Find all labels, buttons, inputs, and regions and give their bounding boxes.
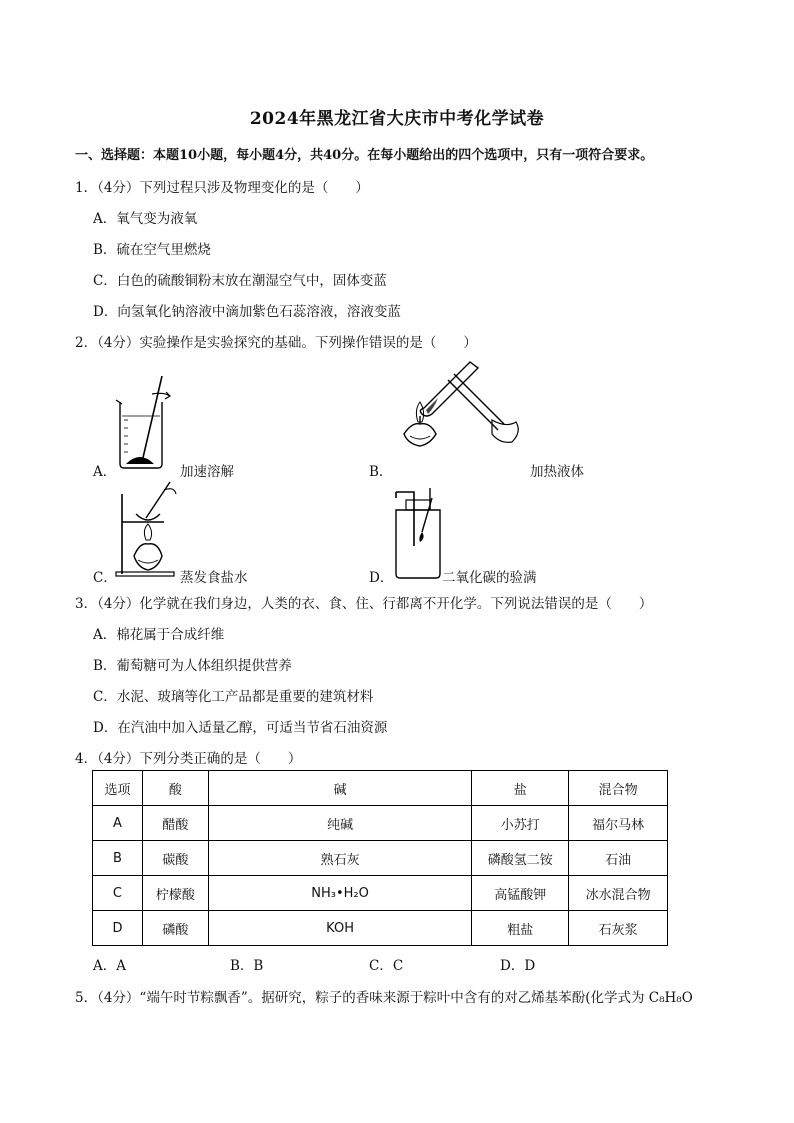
question-1-stem: 1．（4分）下列过程只涉及物理变化的是（ ） xyxy=(75,180,369,196)
table-header-row xyxy=(93,771,668,806)
question-4-stem: 4．（4分）下列分类正确的是（ ） xyxy=(75,751,302,767)
table-cell: 碳酸 xyxy=(142,841,208,876)
table-cell: 高锰酸钾 xyxy=(472,876,569,911)
header-option: 选项 xyxy=(93,771,143,806)
question-1-option-c: C．白色的硫酸铜粉末放在潮湿空气中，固体变蓝 xyxy=(93,273,387,289)
table-cell: 纯碱 xyxy=(208,806,472,841)
evaporation-figure xyxy=(112,480,182,580)
question-3-stem: 3．（4分）化学就在我们身边，人类的衣、食、住、行都离不开化学。下列说法错误的是（ ） xyxy=(75,596,653,612)
question-2-option-a-letter: A． xyxy=(93,464,117,480)
question-4-answer-d: D．D xyxy=(500,958,536,974)
classification-table xyxy=(92,770,668,946)
header-salt: 盐 xyxy=(472,771,569,806)
question-4-answer-c: C．C xyxy=(369,958,404,974)
page-title: 2024年黑龙江省大庆市中考化学试卷 xyxy=(249,109,545,129)
table-cell: 石灰浆 xyxy=(569,911,668,946)
table-cell: 熟石灰 xyxy=(208,841,472,876)
table-cell: NH₃•H₂O xyxy=(208,876,472,911)
question-4-answer-a: A．A xyxy=(93,958,126,974)
question-2-option-c-letter: C． xyxy=(93,570,117,586)
question-2-option-b-caption: 加热液体 xyxy=(530,464,584,480)
test-tube-heating-figure xyxy=(388,358,528,450)
header-acid: 酸 xyxy=(142,771,208,806)
question-3-option-c: C．水泥、玻璃等化工产品都是重要的建筑材料 xyxy=(93,689,374,705)
table-cell: 小苏打 xyxy=(472,806,569,841)
table-row xyxy=(93,911,668,946)
question-2-option-d-letter: D． xyxy=(369,570,394,586)
question-1-option-a: A．氧气变为液氧 xyxy=(93,211,198,227)
gas-bottle-figure xyxy=(392,486,444,580)
table-cell: KOH xyxy=(208,911,472,946)
table-cell: 冰水混合物 xyxy=(569,876,668,911)
header-mixture: 混合物 xyxy=(569,771,668,806)
table-row xyxy=(93,876,668,911)
question-3-option-a: A．棉花属于合成纤维 xyxy=(93,627,225,643)
header-base: 碱 xyxy=(208,771,472,806)
question-1-option-b: B．硫在空气里燃烧 xyxy=(93,242,211,258)
section-heading: 一、选择题：本题10小题，每小题4分，共40分。在每小题给出的四个选项中，只有一项符合要求。 xyxy=(75,148,654,163)
table-cell: 粗盐 xyxy=(472,911,569,946)
table-row xyxy=(93,841,668,876)
question-1-option-d: D．向氢氧化钠溶液中滴加紫色石蕊溶液，溶液变蓝 xyxy=(93,304,401,320)
table-cell: 磷酸 xyxy=(142,911,208,946)
table-cell: 石油 xyxy=(569,841,668,876)
question-3-option-d: D．在汽油中加入适量乙醇，可适当节省石油资源 xyxy=(93,720,388,736)
question-2-option-d-caption: 二氧化碳的验满 xyxy=(442,570,537,586)
table-cell: 柠檬酸 xyxy=(142,876,208,911)
table-cell: C xyxy=(93,876,143,911)
question-2-option-c-caption: 蒸发食盐水 xyxy=(180,570,248,586)
table-cell: D xyxy=(93,911,143,946)
question-2-option-b-letter: B． xyxy=(369,464,393,480)
question-3-option-b: B．葡萄糖可为人体组织提供营养 xyxy=(93,658,292,674)
table-cell: B xyxy=(93,841,143,876)
question-4-answer-b: B．B xyxy=(230,958,264,974)
question-2-option-a-caption: 加速溶解 xyxy=(180,464,234,480)
table-cell: 醋酸 xyxy=(142,806,208,841)
question-5-stem: 5．（4分）“端午时节粽飘香”。据研究，粽子的香味来源于粽叶中含有的对乙烯基苯酚(化学式为 C₈H₈O xyxy=(75,990,693,1006)
question-2-stem: 2．（4分）实验操作是实验探究的基础。下列操作错误的是（ ） xyxy=(75,335,477,351)
table-row xyxy=(93,806,668,841)
table-cell: 磷酸氢二铵 xyxy=(472,841,569,876)
table-cell: 福尔马林 xyxy=(569,806,668,841)
table-cell: A xyxy=(93,806,143,841)
beaker-stirring-figure xyxy=(112,372,182,472)
